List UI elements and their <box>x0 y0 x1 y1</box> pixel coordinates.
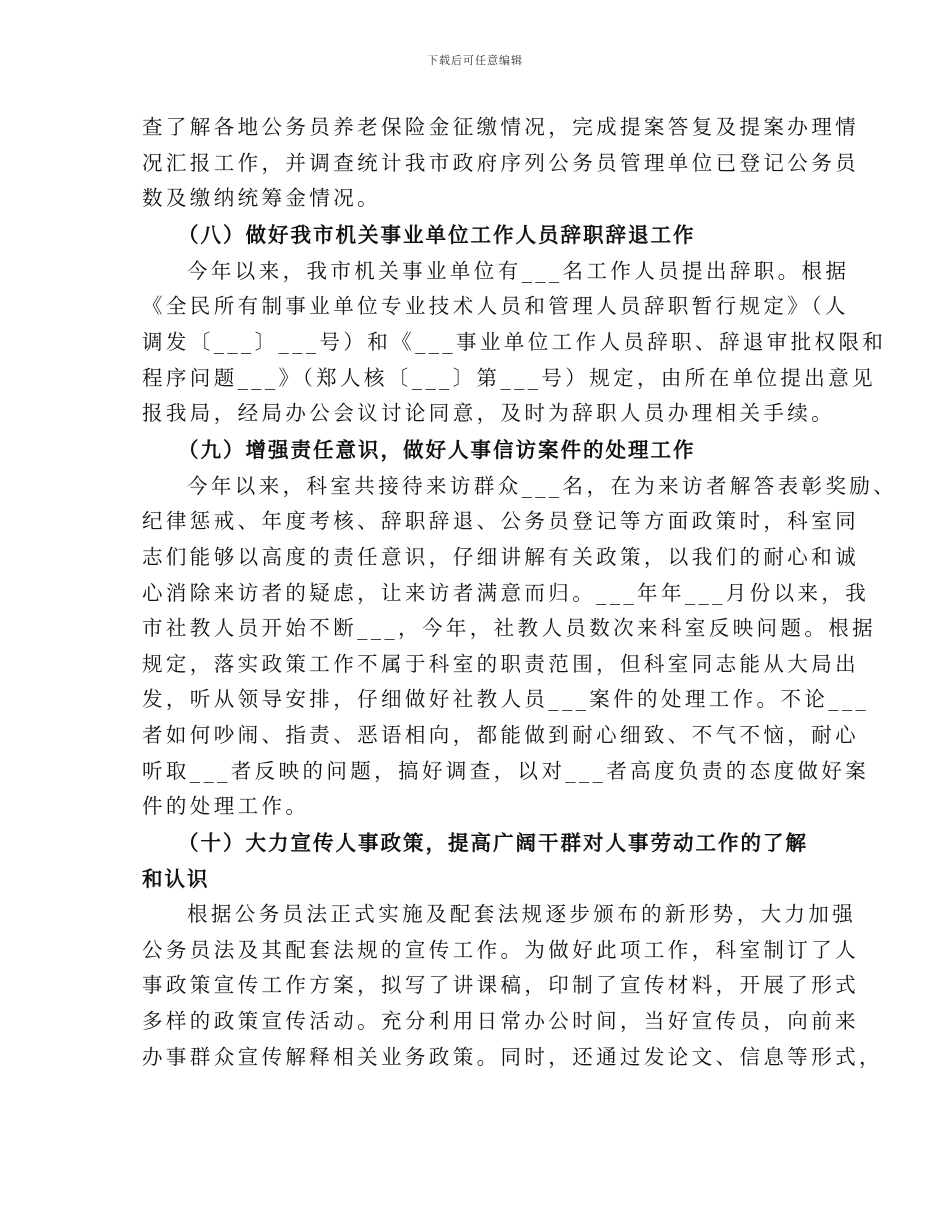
section-heading-9: （九）增强责任意识，做好人事信访案件的处理工作 <box>178 437 696 462</box>
paragraph-line: 根据公务员法正式实施及配套法规逐步颁布的新形势，大力加强 <box>187 902 857 927</box>
paragraph-line: 市社教人员开始不断___，今年，社教人员数次来科室反映问题。根据 <box>142 616 877 641</box>
paragraph-line: 者如何吵闹、指责、恶语相向，都能做到耐心细致、不气不恼，耐心 <box>142 722 859 747</box>
document-body <box>142 110 898 1075</box>
paragraph-line: 《全民所有制事业单位专业技术人员和管理人员辞职暂行规定》（人 <box>142 294 849 319</box>
paragraph-line: 志们能够以高度的责任意识，仔细讲解有关政策，以我们的耐心和诚 <box>142 544 859 569</box>
paragraph-line: 发，听从领导安排，仔细做好社教人员___案件的处理工作。不论___ <box>142 687 870 712</box>
section-heading-10-continued: 和认识 <box>142 866 210 891</box>
paragraph-line: 调发〔___〕___号）和《___事业单位工作人员辞职、辞退审批权限和 <box>142 329 887 354</box>
paragraph-line: 多样的政策宣传活动。充分利用日常办公时间，当好宣传员，向前来 <box>142 1009 859 1034</box>
section-heading-10: （十）大力宣传人事政策，提高广阔干群对人事劳动工作的了解 <box>178 830 808 855</box>
paragraph-line: 纪律惩戒、年度考核、辞职辞退、公务员登记等方面政策时，科室同 <box>142 509 859 534</box>
paragraph-line: 报我局，经局办公会议讨论同意，及时为辞职人员办理相关手续。 <box>142 401 836 426</box>
paragraph-line: 事政策宣传工作方案，拟写了讲课稿，印制了宣传材料，开展了形式 <box>142 973 859 998</box>
paragraph-line: 心消除来访者的疑虑，让来访者满意而归。___年年___月份以来，我 <box>142 580 870 605</box>
paragraph-line: 今年以来，我市机关事业单位有___名工作人员提出辞职。根据 <box>187 258 850 283</box>
paragraph-line: 公务员法及其配套法规的宣传工作。为做好此项工作，科室制订了人 <box>142 937 859 962</box>
paragraph-line: 数及缴纳统筹金情况。 <box>142 186 381 211</box>
paragraph-line: 程序问题___》（郑人核〔___〕第___号）规定，由所在单位提出意见 <box>142 365 876 390</box>
paragraph-line: 听取___者反映的问题，搞好调查，以对___者高度负责的态度做好案 <box>142 758 870 783</box>
section-heading-8: （八）做好我市机关事业单位工作人员辞职辞退工作 <box>178 222 696 247</box>
page-header: 下载后可任意编辑 <box>427 54 523 67</box>
paragraph-line: 况汇报工作，并调查统计我市政府序列公务员管理单位已登记公务员 <box>142 150 859 175</box>
paragraph-line: 件的处理工作。 <box>142 794 310 819</box>
paragraph-line: 办事群众宣传解释相关业务政策。同时，还通过发论文、信息等形式， <box>142 1044 883 1069</box>
paragraph-line: 今年以来，科室共接待来访群众___名，在为来访者解答表彰奖励、 <box>187 473 898 498</box>
paragraph-line: 查了解各地公务员养老保险金征缴情况，完成提案答复及提案办理情 <box>142 115 859 139</box>
paragraph-line: 规定，落实政策工作不属于科室的职责范围，但科室同志能从大局出 <box>142 651 859 676</box>
